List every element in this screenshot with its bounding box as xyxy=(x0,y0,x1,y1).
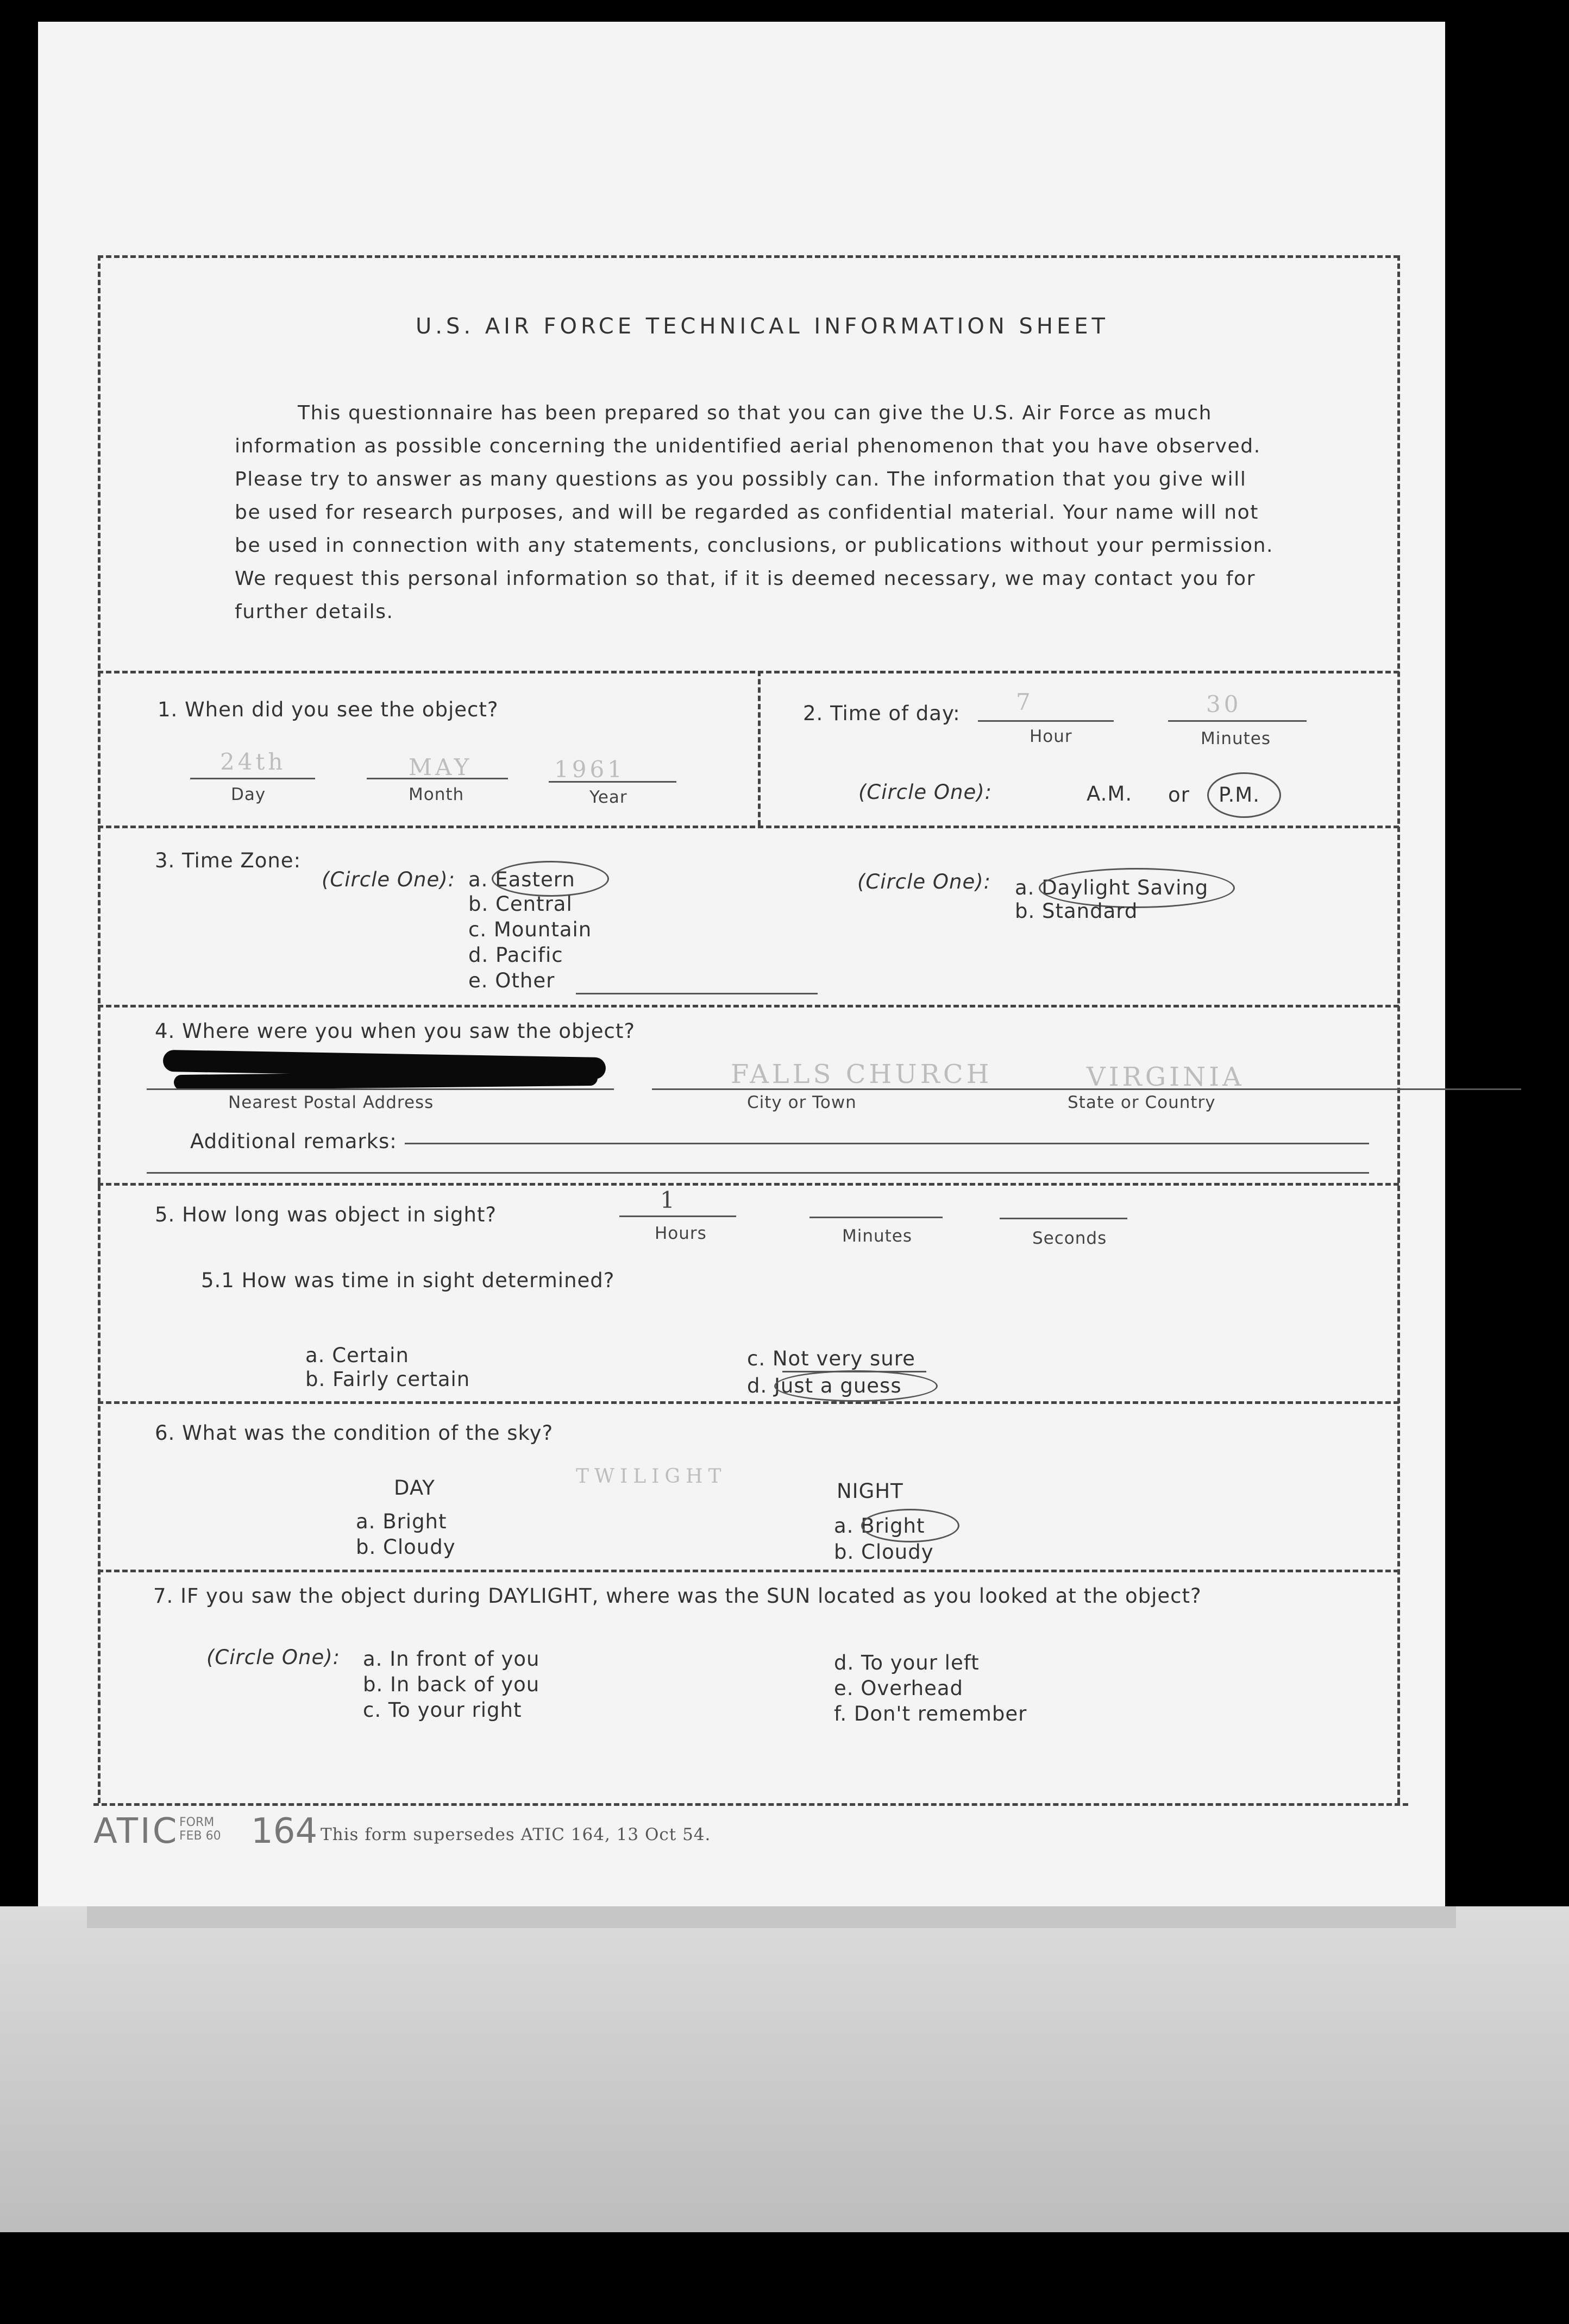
divider-2 xyxy=(98,826,1399,828)
hour-label: Hour xyxy=(1030,727,1072,746)
intro-line: further details. xyxy=(235,601,394,623)
day-header: DAY xyxy=(394,1476,435,1500)
remarks-underline-1 xyxy=(405,1143,1369,1144)
month-label: Month xyxy=(409,785,465,804)
sight-option-certain[interactable]: a. Certain xyxy=(305,1344,409,1367)
atic-label: ATIC xyxy=(93,1811,179,1851)
intro-line: This questionnaire has been prepared so that you can give the U.S. Air Force as much xyxy=(298,402,1213,424)
zone-option-other[interactable]: e. Other xyxy=(468,969,555,992)
day-option-cloudy[interactable]: b. Cloudy xyxy=(356,1535,456,1559)
day-option-bright[interactable]: a. Bright xyxy=(356,1510,447,1533)
hours-underline xyxy=(619,1215,736,1217)
question-2-label: 2. Time of day: xyxy=(803,702,961,725)
form-date: FEB 60 xyxy=(179,1829,221,1843)
night-option-cloudy[interactable]: b. Cloudy xyxy=(834,1540,934,1564)
sight-option-fairly-certain[interactable]: b. Fairly certain xyxy=(305,1368,470,1391)
day-label: Day xyxy=(231,785,266,804)
zone-option-mountain[interactable]: c. Mountain xyxy=(468,918,592,941)
month-value[interactable]: MAY xyxy=(409,754,473,780)
sun-option-right[interactable]: c. To your right xyxy=(363,1698,522,1722)
night-bright-circle-mark xyxy=(861,1509,959,1542)
intro-line: information as possible concerning the unidentified aerial phenomenon that you have observed. xyxy=(235,435,1261,457)
zone-option-pacific[interactable]: d. Pacific xyxy=(468,943,563,967)
sun-option-dont-remember[interactable]: f. Don't remember xyxy=(834,1702,1027,1725)
frame-bottom xyxy=(93,1803,1408,1806)
day-underline xyxy=(190,778,315,779)
question-3-label: 3. Time Zone: xyxy=(155,849,302,872)
divider-6 xyxy=(98,1570,1399,1572)
dst-option-standard[interactable]: b. Standard xyxy=(1015,899,1138,923)
sun-option-back[interactable]: b. In back of you xyxy=(363,1673,540,1696)
sight-option-just-a-guess[interactable]: d. Just a guess xyxy=(747,1374,902,1397)
minutes-value[interactable]: 30 xyxy=(1206,691,1242,717)
question-6-label: 6. What was the condition of the sky? xyxy=(155,1421,554,1445)
hours-value[interactable]: 1 xyxy=(660,1187,678,1213)
state-label: State or Country xyxy=(1068,1093,1216,1112)
night-header: NIGHT xyxy=(837,1479,903,1503)
zone-option-central[interactable]: b. Central xyxy=(468,892,573,916)
day-value[interactable]: 24th xyxy=(220,748,286,775)
question-5-1-label: 5.1 How was time in sight determined? xyxy=(201,1269,615,1292)
city-value[interactable]: FALLS CHURCH xyxy=(731,1059,993,1089)
state-value[interactable]: VIRGINIA xyxy=(1087,1062,1245,1092)
sun-option-overhead[interactable]: e. Overhead xyxy=(834,1677,964,1700)
minutes-underline xyxy=(809,1217,943,1218)
twilight-note: TWILIGHT xyxy=(576,1465,727,1488)
divider-3 xyxy=(98,1005,1399,1007)
hour-value[interactable]: 7 xyxy=(1016,689,1034,715)
year-label: Year xyxy=(589,788,627,807)
sight-option-not-very-sure[interactable]: c. Not very sure xyxy=(747,1347,915,1370)
year-value[interactable]: 1961 xyxy=(554,756,625,783)
am-option[interactable]: A.M. xyxy=(1087,782,1133,805)
form-word: FORM xyxy=(179,1816,215,1829)
minutes-label: Minutes xyxy=(842,1226,913,1246)
intro-line: be used in connection with any statements, conclusions, or publications without your permission. xyxy=(235,534,1274,557)
just-a-guess-circle-mark xyxy=(774,1370,938,1402)
other-underline xyxy=(576,993,818,994)
remarks-underline-2 xyxy=(147,1172,1369,1174)
document-page xyxy=(38,22,1445,1906)
question-5-label: 5. How long was object in sight? xyxy=(155,1203,497,1226)
night-option-bright[interactable]: a. Bright xyxy=(834,1514,925,1538)
dst-circle-one: (Circle One): xyxy=(857,870,991,893)
hours-label: Hours xyxy=(655,1224,707,1243)
sun-circle-one: (Circle One): xyxy=(206,1646,341,1669)
address-label: Nearest Postal Address xyxy=(228,1093,434,1112)
address-underline xyxy=(147,1088,614,1090)
frame-top xyxy=(98,255,1399,258)
film-background xyxy=(0,1906,1569,2232)
divider-1 xyxy=(98,671,1399,673)
seconds-label: Seconds xyxy=(1032,1229,1107,1248)
question-4-label: 4. Where were you when you saw the object? xyxy=(155,1019,636,1043)
sun-option-front[interactable]: a. In front of you xyxy=(363,1647,540,1671)
or-text: or xyxy=(1168,783,1190,807)
year-underline xyxy=(549,781,676,783)
time-circle-one: (Circle One): xyxy=(858,780,993,804)
eastern-circle-mark xyxy=(492,861,609,897)
intro-line: be used for research purposes, and will be regarded as confidential material. Your name will not xyxy=(235,501,1259,524)
dst-option-daylight[interactable]: a. Daylight Saving xyxy=(1015,876,1209,899)
sun-option-left[interactable]: d. To your left xyxy=(834,1651,980,1674)
form-number: 164 xyxy=(251,1811,318,1851)
intro-line: We request this personal information so that, if it is deemed necessary, we may contact you for xyxy=(235,568,1256,590)
paper-shadow xyxy=(87,1906,1456,1928)
pm-circle-mark xyxy=(1207,772,1281,818)
question-1-label: 1. When did you see the object? xyxy=(158,698,499,721)
divider-5 xyxy=(98,1401,1399,1404)
minutes-underline xyxy=(1168,720,1307,722)
month-underline xyxy=(367,778,508,779)
hour-underline xyxy=(978,720,1114,722)
pm-option[interactable]: P.M. xyxy=(1219,783,1260,807)
intro-line: Please try to answer as many questions as you possibly can. The information that you give will xyxy=(235,468,1247,490)
city-label: City or Town xyxy=(747,1093,857,1112)
form-title: U.S. AIR FORCE TECHNICAL INFORMATION SHEET xyxy=(416,314,1109,339)
question-7-label: 7. IF you saw the object during DAYLIGHT, where was the SUN located as you looked at the object? xyxy=(153,1584,1202,1608)
supersedes-note: This form supersedes ATIC 164, 13 Oct 54. xyxy=(321,1825,711,1844)
divider-q1-q2 xyxy=(758,671,761,826)
divider-4 xyxy=(98,1183,1399,1186)
minutes-label: Minutes xyxy=(1201,729,1271,748)
zone-option-eastern[interactable]: a. Eastern xyxy=(468,868,575,891)
zone-circle-one: (Circle One): xyxy=(322,868,456,891)
remarks-label: Additional remarks: xyxy=(190,1130,397,1153)
seconds-underline xyxy=(1000,1218,1127,1219)
